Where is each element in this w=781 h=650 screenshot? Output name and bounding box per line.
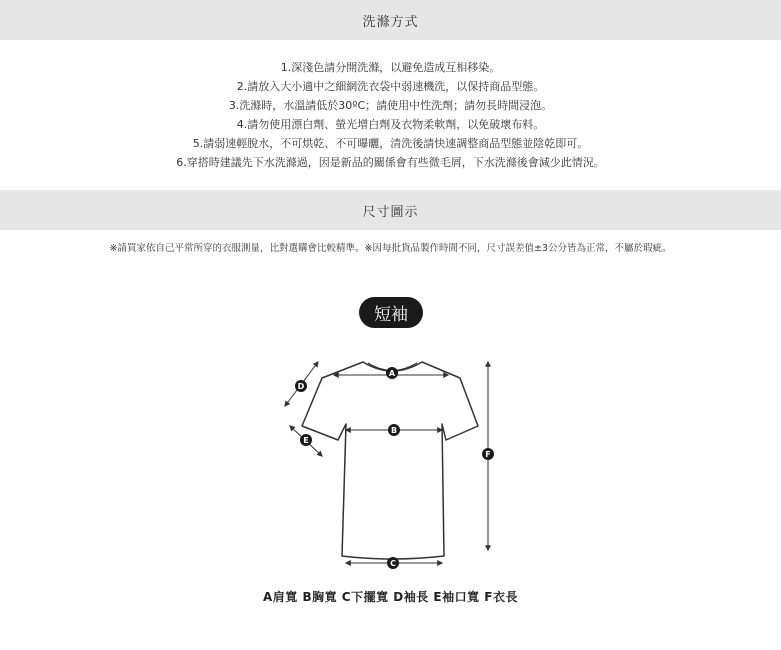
wash-instruction-item: 1.深淺色請分開洗滌，以避免造成互相移染。 bbox=[280, 61, 501, 74]
wash-instruction-item: 2.請放入大小適中之細網洗衣袋中弱速機洗，以保持商品型態。 bbox=[236, 80, 545, 93]
garment-type-badge bbox=[359, 297, 423, 328]
garment-type-label: 短袖 bbox=[374, 305, 408, 325]
tshirt-size-diagram bbox=[276, 348, 506, 570]
wash-instruction-item: 5.請弱速輕脫水，不可烘乾、不可曝曬，清洗後請快速調整商品型態並陰乾即可。 bbox=[192, 137, 589, 150]
wash-instruction-item: 6.穿搭時建議先下水洗滌過，因是新品的關係會有些微毛屑，下水洗滌後會減少此情況。 bbox=[176, 156, 605, 169]
svg-text:E: E bbox=[303, 436, 309, 445]
marker-b-icon bbox=[388, 424, 400, 436]
svg-text:D: D bbox=[297, 382, 305, 391]
svg-text:A: A bbox=[388, 369, 396, 378]
marker-c-icon bbox=[387, 557, 399, 569]
wash-section-title: 洗滌方式 bbox=[362, 14, 419, 30]
size-section-header bbox=[0, 190, 781, 230]
marker-e-icon bbox=[300, 434, 312, 446]
size-note: ※請買家依自己平常所穿的衣服測量，比對選購會比較精準。※因每批貨品製作時間不同，尺寸誤差值±3公分皆為正常，不屬於瑕疵。 bbox=[109, 243, 672, 254]
wash-instruction-item: 3.洗滌時，水溫請低於30ºC；請使用中性洗劑；請勿長時間浸泡。 bbox=[228, 99, 553, 112]
marker-d-icon bbox=[295, 380, 307, 392]
tshirt-outline bbox=[302, 362, 478, 559]
marker-f-icon bbox=[482, 448, 494, 460]
size-section-title: 尺寸圖示 bbox=[362, 204, 419, 220]
svg-text:B: B bbox=[390, 426, 398, 435]
wash-section-header bbox=[0, 0, 781, 40]
svg-text:F: F bbox=[485, 450, 491, 459]
wash-instruction-item: 4.請勿使用漂白劑、螢光增白劑及衣物柔軟劑，以免破壞布料。 bbox=[236, 118, 545, 131]
size-legend: A肩寬 B胸寬 C下擺寬 D袖長 E袖口寬 F衣長 bbox=[263, 590, 518, 604]
wash-instructions-list bbox=[0, 58, 781, 172]
svg-text:C: C bbox=[390, 559, 396, 568]
marker-a-icon bbox=[386, 367, 398, 379]
